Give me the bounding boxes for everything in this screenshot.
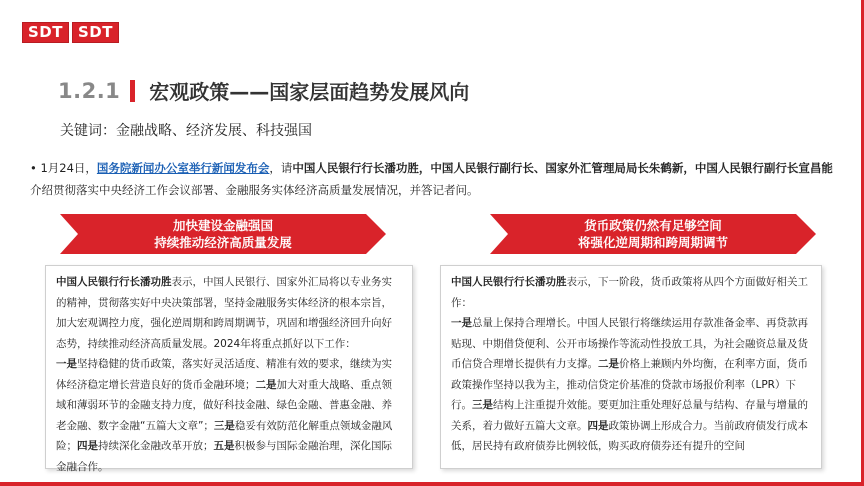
left-point-3-text: 稳妥有效防范化解重点领域金融风险； (56, 419, 393, 452)
right-banner-line2: 将强化逆周期和跨周期调节 (577, 235, 728, 250)
intro-tail: 介绍贯彻落实中央经济工作会议部署、金融服务实体经济高质量发展情况，并答记者问。 (30, 183, 479, 197)
left-point-2-label: 二是 (255, 378, 277, 391)
logo-part-2: SDT (72, 22, 119, 43)
intro-mid: ，请 (269, 161, 293, 175)
left-banner-line1: 加快建设金融强国 (172, 218, 273, 233)
left-text-1: 表示，中国人民银行、国家外汇局将以专业务实的精神，贯彻落实好中央决策部署，坚持金融服务实体经济的根本宗旨，加大宏观调控力度，强化逆周期和跨周期调节，巩固和增强经济回升向好态势，持续推动经济高质量发展。2024年将重点抓好以下工作： (56, 276, 392, 350)
right-speaker: 中国人民银行行长潘功胜 (451, 276, 567, 288)
right-point-2-label: 二是 (598, 358, 619, 370)
right-point-1-label: 一是 (451, 317, 472, 329)
bullet: • (30, 161, 37, 175)
bottom-accent-rule (0, 482, 864, 486)
left-point-5-text: 积极参与国际金融治理，深化国际金融合作。 (56, 440, 392, 473)
left-point-4-text: 持续深化金融改革开放； (98, 440, 214, 452)
right-point-3-label: 三是 (472, 399, 493, 411)
right-point-3-text: 结构上注重提升效能。要更加注重处理好总量与结构、存量与增量的关系，着力做好五篇大文章。 (451, 399, 808, 432)
left-banner-line2: 持续推动经济高质量发展 (154, 235, 292, 250)
left-point-1-text: 坚持稳健的货币政策，落实好灵活适度、精准有效的要求，继续为实体经济稳定增长营造良好的货币金融环境； (56, 358, 392, 391)
left-point-3-label: 三是 (213, 419, 235, 432)
right-point-4-text: 政策协调上形成合力。当前政府债发行成本低，居民持有政府债券比例较低，购买政府债券还有提升的空间 (451, 419, 808, 452)
section-heading (58, 76, 469, 105)
left-point-2-text: 加大对重大战略、重点领域和薄弱环节的金融支持力度，做好科技金融、绿色金融、普惠金融、养老金融、数字金融“五篇大文章”； (56, 378, 392, 432)
left-point-4-label: 四是 (77, 440, 98, 452)
right-banner-line1: 货币政策仍然有足够空间 (584, 218, 722, 233)
sdt-logo (22, 22, 119, 43)
left-point-1-label: 一是 (56, 358, 77, 370)
left-speaker: 中国人民银行行长潘功胜 (56, 276, 172, 288)
press-conference-link[interactable]: 国务院新闻办公室举行新闻发布会 (96, 161, 270, 175)
intro-paragraph (30, 157, 842, 201)
right-point-1-text: 总量上保持合理增长。中国人民银行将继续运用存款准备金率、再贷款再贴现、中期借贷便利、公开市场操作等流动性投放工具，为社会融资总量及货币信贷合理增长提供有力支撑。 (451, 317, 808, 370)
left-info-box (45, 265, 413, 473)
intro-speakers: 中国人民银行行长潘功胜，中国人民银行副行长、国家外汇管理局局长朱鹤新，中国人民银行副行长宣昌能 (292, 161, 833, 175)
logo-part-1: SDT (22, 22, 69, 43)
right-text-1: 表示，下一阶段，货币政策将从四个方面做好相关工作： (451, 276, 808, 309)
left-point-5-label: 五是 (213, 440, 235, 452)
right-info-box (440, 265, 822, 469)
top-bar (0, 0, 864, 4)
keywords-line: 关键词：金融战略、经济发展、科技强国 (60, 123, 312, 139)
right-banner (490, 214, 816, 254)
section-number: 1.2.1 (58, 78, 121, 103)
section-title: 宏观政策——国家层面趋势发展风向 (149, 80, 470, 104)
right-point-4-label: 四是 (587, 419, 609, 432)
left-banner (60, 214, 386, 254)
heading-accent-bar (130, 80, 135, 102)
intro-date: 1月24日， (40, 161, 97, 175)
right-point-2-text: 价格上兼顾内外均衡，在利率方面，货币政策操作坚持以我为主，推动信贷定价基准的贷款市场报价利率（LPR）下行。 (451, 358, 808, 411)
